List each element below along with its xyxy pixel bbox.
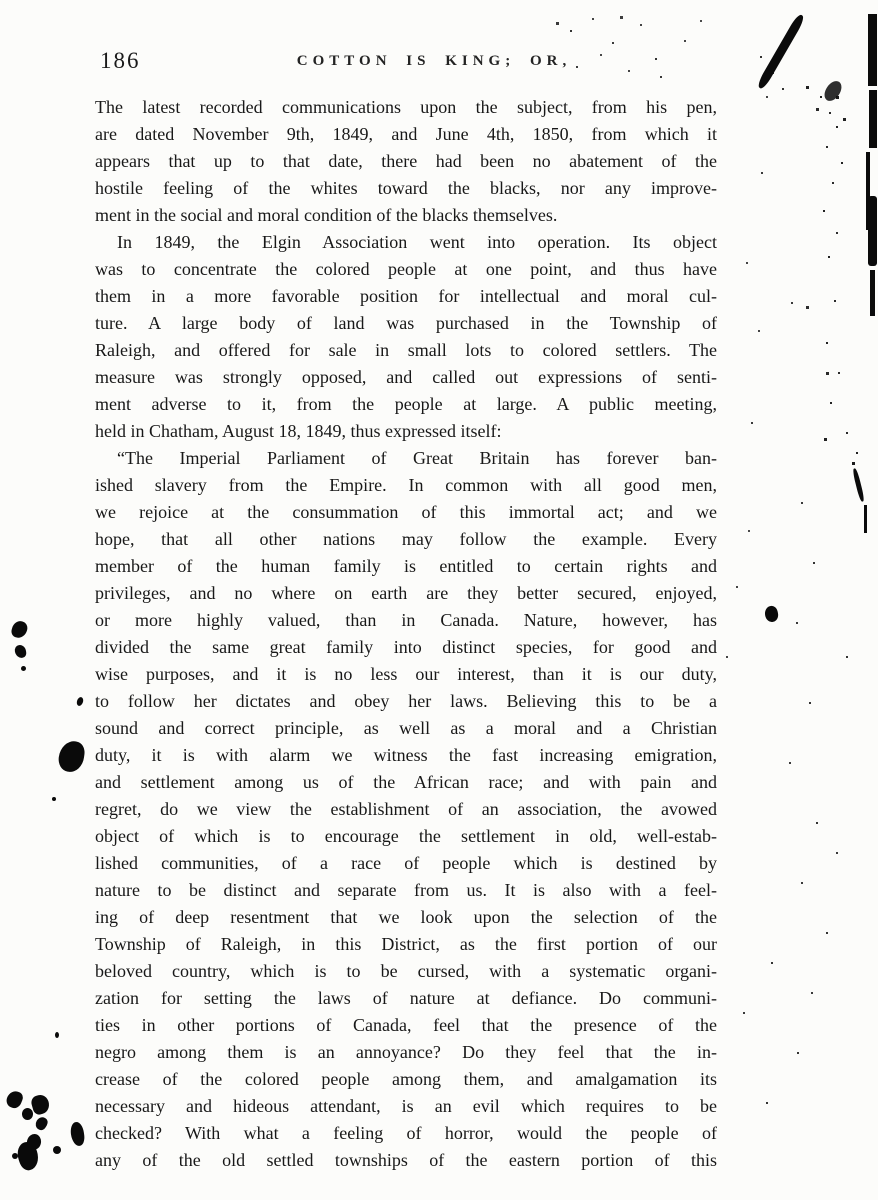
text-line: any of the old settled townships of the eastern portion of this [95,1150,717,1170]
text-line: hostile feeling of the whites toward the blacks, nor any improve- [95,178,717,198]
text-line: The latest recorded communications upon the subject, from his pen, [95,97,717,117]
text-line: ture. A large body of land was purchased in the Township of [95,313,717,333]
text-line: divided the same great family into distinct species, for good and [95,637,717,657]
text-line: beloved country, which is to be cursed, with a systematic organi- [95,961,717,981]
text-line: Township of Raleigh, in this District, as the first portion of our [95,934,717,954]
scan-speckle-noise [0,0,3,3]
page-edge-shadow [868,14,877,86]
text-line: lished communities, of a race of people which is destined by [95,853,717,873]
text-line: or more highly valued, than in Canada. Nature, however, has [95,610,717,630]
page-header [95,48,717,78]
text-line: and settlement among us of the African race; and with pain and [95,772,717,792]
text-line: ment in the social and moral condition of the blacks themselves. [95,205,558,225]
text-line: ties in other portions of Canada, feel that the presence of the [95,1015,717,1035]
text-line: object of which is to encourage the settlement in old, well-estab- [95,826,717,846]
paragraph [95,94,717,229]
text-line: them in a more favorable position for intellectual and moral cul- [95,286,717,306]
page-edge-shadow [870,270,875,316]
ink-blot [4,1089,24,1110]
text-line: wise purposes, and it is no less our interest, than it is our duty, [95,664,717,684]
text-line: sound and correct principle, as well as a moral and a Christian [95,718,717,738]
text-block [95,94,717,1174]
ink-blot [21,666,26,671]
text-line: appears that up to that date, there had been no abatement of the [95,151,717,171]
paragraph [95,445,717,1174]
text-line: regret, do we view the establishment of an association, the avowed [95,799,717,819]
ink-blot [55,1032,59,1038]
text-line: held in Chatham, August 18, 1849, thus expressed itself: [95,421,502,441]
text-line: measure was strongly opposed, and called out expressions of senti- [95,367,717,387]
text-line: negro among them is an annoyance? Do they feel that the in- [95,1042,717,1062]
text-line: duty, it is with alarm we witness the fast increasing emigration, [95,745,717,765]
page-edge-shadow [868,196,877,266]
text-line: hope, that all other nations may follow the example. Every [95,529,717,549]
text-line: nature to be distinct and separate from us. It is also with a feel- [95,880,717,900]
page-edge-shadow [864,505,867,533]
page-edge-shadow [869,90,877,148]
text-line: ment adverse to it, from the people at large. A public meeting, [95,394,717,414]
ink-blot [69,1121,85,1147]
text-line: ing of deep resentment that we look upon the selection of the [95,907,717,927]
ink-blot [53,1146,61,1154]
ink-blot [76,696,85,707]
ink-blot [763,605,779,623]
ink-blot [10,619,29,639]
ink-blot [22,1108,33,1120]
page-number: 186 [100,48,141,73]
text-line: zation for setting the laws of nature at defiance. Do communi- [95,988,717,1008]
ink-blot [14,644,27,659]
running-header-title: COTTON IS KING; OR, [296,53,572,69]
text-line: was to concentrate the colored people at one point, and thus have [95,259,717,279]
text-line: member of the human family is entitled to certain rights and [95,556,717,576]
ink-blot [57,739,86,773]
text-line: are dated November 9th, 1849, and June 4th, 1850, from which it [95,124,717,144]
text-line: ished slavery from the Empire. In common with all good men, [95,475,717,495]
text-line: privileges, and no where on earth are they better secured, enjoyed, [95,583,717,603]
scan-streak [756,13,806,90]
page-edge-shadow [852,468,865,502]
text-line: checked? With what a feeling of horror, would the people of [95,1123,717,1143]
text-line: necessary and hideous attendant, is an evil which requires to be [95,1096,717,1116]
ink-blot [33,1115,49,1132]
text-line: Raleigh, and offered for sale in small lots to colored settlers. The [95,340,717,360]
paragraph [95,229,717,445]
scan-streak [821,78,845,104]
text-line: to follow her dictates and obey her laws. Believing this to be a [95,691,717,711]
ink-blot [12,1153,18,1159]
text-line: In 1849, the Elgin Association went into operation. Its object [117,232,717,252]
ink-blot [52,797,56,801]
text-line: crease of the colored people among them, and amalgamation its [95,1069,717,1089]
text-line: we rejoice at the consummation of this immortal act; and we [95,502,717,522]
text-line: “The Imperial Parliament of Great Britain has forever ban- [117,448,717,468]
